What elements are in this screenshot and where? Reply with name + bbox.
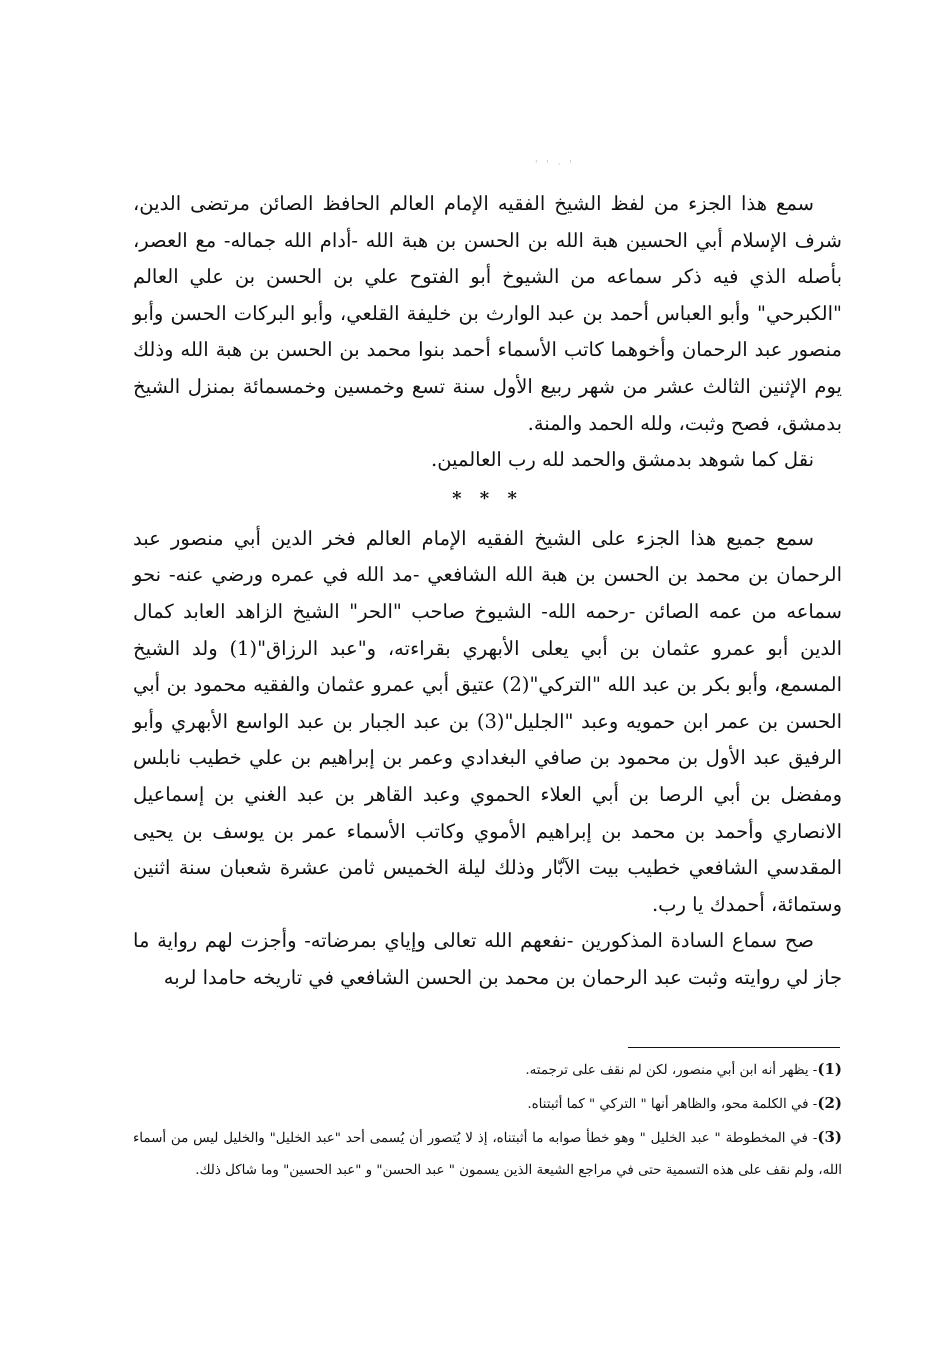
footnote-text: - في الكلمة محو، والظاهر أنها " التركي " كما أثبتناه. [527, 1097, 818, 1112]
footnote-divider [628, 1047, 840, 1048]
footnote-1 [133, 1053, 842, 1087]
footnote-number: (1) [817, 1060, 842, 1078]
section-separator: * * * [452, 487, 523, 509]
paragraph-first-audition: سمع هذا الجزء من لفظ الشيخ الفقيه الإمام العالم الحافظ الصائن مرتضى الدين، شرف الإسلام أبي الحسين هبة الله بن الحسن بن هبة الله -أدام الله جماله- مع العصر، بأصله الذي فيه ذكر سماعه من الشيوخ أبو الفتوح علي بن الحسن بن علي العالم "الكبرحي" وأبو العباس أحمد بن عبد الوارث بن خليفة القلعي، وأبو البركات الحسن وأبو منصور عبد الرحمان وأخوهما كاتب الأسماء أحمد بنوا محمد بن الحسن بن هبة الله وذلك يوم الإثنين الثالث عشر من شهر ربيع الأول سنة تسع وخمسين وخمسمائة بمنزل الشيخ بدمشق، فصح وثبت، ولله الحمد والمنة. [133, 192, 842, 435]
footnote-number: (3) [817, 1128, 842, 1146]
footnote-text: - يظهر أنه ابن أبي منصور، لكن لم نقف على ترجمته. [525, 1063, 818, 1078]
footnote-text: - في المخطوطة " عبد الخليل " وهو خطأ صوابه ما أثبتناه، إذ لا يُتصور أن يُسمى أحد "عبد الخليل" والخليل ليس من أسماء الله، ولم نقف على هذه التسمية حتى في مراجع الشيعة الذين يسمون " عبد الحسن" و "عبد الحسين" وما شاكل ذلك. [133, 1131, 842, 1178]
paragraph-second-audition: سمع جميع هذا الجزء على الشيخ الفقيه الإمام العالم فخر الدين أبي منصور عبد الرحمان بن محمد بن الحسن بن هبة الله الشافعي -مد الله في عمره ورضي عنه- نحو سماعه من عمه الصائن -رحمه الله- الشيوخ صاحب "الحر" الشيخ الزاهد العابد كمال الدين أبو عمرو عثمان بن أبي يعلى الأبهري بقراءته، و"عبد الرزاق"(1) ولد الشيخ المسمع، وأبو بكر بن عبد الله "التركي"(2) عتيق أبي عمرو عثمان والفقيه محمود بن أبي الحسن بن عمر ابن حمويه وعبد "الجليل"(3) بن عبد الجبار بن عبد الواسع الأبهري وأبو الرفيق عبد الأول بن محمود بن صافي البغدادي وعمر بن إبراهيم بن علي خطيب نابلس ومفضل بن أبي الرصا بن أبي العلاء الحموي وعبد القاهر بن عبد الغني بن إسماعيل الانصاري وأحمد بن محمد بن إبراهيم الأموي وكاتب الأسماء عمر بن يوسف بن يحيى المقدسي الشافعي خطيب بيت الآبّار وذلك ليلة الخميس ثامن عشرة شعبان سنة اثنين وستمائة، أحمدك يا رب. [133, 526, 843, 916]
footnote-3 [133, 1121, 842, 1187]
scan-artifact: ' ' · ' [535, 160, 575, 170]
paragraph-certification: صح سماع السادة المذكورين -نفعهم الله تعالى وإياي بمرضاته- وأجزت لهم رواية ما جاز لي روايته وثبت عبد الرحمان بن محمد بن الحسن الشافعي في تاريخه حامدا لربه [133, 929, 842, 989]
footnote-number: (2) [817, 1094, 842, 1112]
footnote-2 [133, 1087, 842, 1121]
footnotes [133, 1053, 842, 1187]
main-text [133, 186, 842, 996]
paragraph-copy-note: نقل كما شوهد بدمشق والحمد لله رب العالمين. [431, 448, 814, 472]
